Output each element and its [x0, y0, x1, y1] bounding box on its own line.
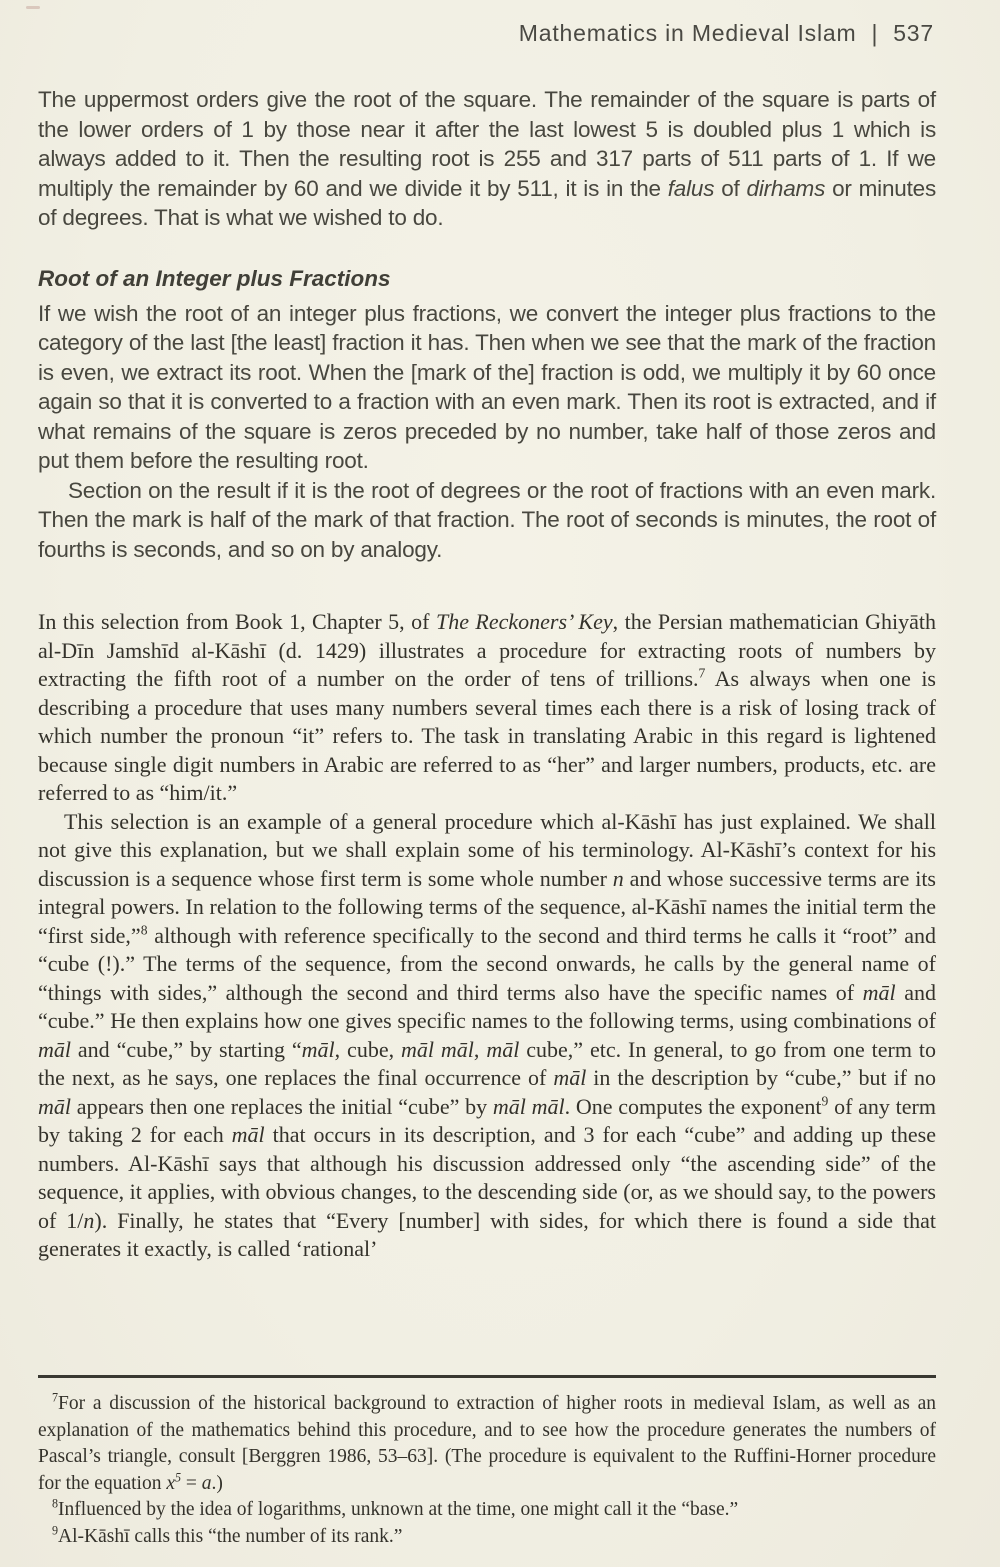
- footnote-9: $^9$Al-Kāshī calls this “the number of its rank.”: [52, 1523, 403, 1547]
- footnotes-section: [38, 1375, 936, 1550]
- scan-artifact: [26, 6, 40, 9]
- excerpt-paragraph-root-of-square: The uppermost orders give the root of the square. The remainder of the square is parts of the lower orders of 1 by those near it after the last lowest 5 is doubled plus 1 which is always added to it. Then the resulting root is 255 and 317 parts of 511 parts of 1. If we multiply the remainder by 60 and we divide it by 511, it is in the falus of dirhams or minutes of degrees. That is what we wished to do.: [38, 87, 936, 230]
- editor-commentary-section: [38, 608, 936, 1264]
- excerpt-paragraph-section-on-result: Section on the result if it is the root of degrees or the root of fractions with an even mark. Then the mark is half of the mark of that fraction. The root of seconds is minutes, the root of fourths is seconds, and so on by analogy.: [38, 477, 936, 562]
- footnote-8: $^8$Influenced by the idea of logarithms, unknown at the time, one might call it the “base.”: [52, 1496, 739, 1520]
- footnote-divider-rule: [38, 1375, 936, 1378]
- excerpt-paragraph-integer-plus-fractions: If we wish the root of an integer plus fractions, we convert the integer plus fractions to the category of the last [the least] fraction it has. Then when we see that the mark of the fraction is even, we extract its root. When the [mark of the] fraction is odd, we multiply it by 60 once again so that it is converted to a fraction with an even mark. Then its root is extracted, and if what remains of the square is zeros preceded by no number, take half of those zeros and put them before the resulting root.: [38, 300, 936, 473]
- commentary-paragraph-reckoners-key: In this selection from Book 1, Chapter 5, of The Reckoners’ Key, the Persian mathematician Ghiyāth al-Dīn Jamshīd al-Kāshī (d. 1429) illustrates a procedure for extracting roots of numbers by extracting the fifth root of a number on the order of tens of trillions.$^7$ As always when one is describing a procedure that uses many numbers several times each there is a risk of losing track of which number the pronoun “it” refers to. The task in translating Arabic in this regard is lightened because single digit numbers in Arabic are referred to as “her” and larger numbers, products, etc. are referred to as “him/it.”: [38, 609, 937, 805]
- running-head-title: Mathematics in Medieval Islam: [518, 20, 857, 46]
- commentary-paragraph-terminology: This selection is an example of a general procedure which al-Kāshī has just explained. We shall not give this explanation, but we shall explain some of his terminology. Al-Kāshī’s context for his discussion is a sequence whose first term is some whole number n and whose successive terms are its integral powers. In relation to the following terms of the sequence, al-Kāshī names the initial term the “first side,”$^8$ although with reference specifically to the second and third terms he calls it “root” and “cube (!).” The terms of the sequence, from the second onwards, he calls by the general name of “things with sides,” although the second and third terms also have the specific names of māl and “cube.” He then explains how one gives specific names to the following terms, using combinations of māl and “cube,” by starting “māl, cube, māl māl, māl cube,” etc. In general, to go from one term to the next, as he says, one replaces the final occurrence of māl in the description by “cube,” but if no māl appears then one replaces the initial “cube” by māl māl. One computes the exponent$^9$ of any term by taking 2 for each māl that occurs in its description, and 3 for each “cube” and adding up these numbers. Al-Kāshī says that although his discussion addressed only “the ascending side” of the sequence, it applies, with obvious changes, to the descending side (or, as we should say, to the powers of 1/n). Finally, he states that “Every [number] with sides, for which there is found a side that generates it exactly, is called ‘rational’: [38, 808, 937, 1261]
- section-heading-root-of-integer-plus-fractions: Root of an Integer plus Fractions: [38, 265, 391, 291]
- footnote-7: $^7$For a discussion of the historical background to extraction of higher roots in medieval Islam, as well as an explanation of the mathematics behind this procedure, and to see how the procedure generates the numbers of Pascal’s triangle, consult [Berggren 1986, 53–63]. (The procedure is equivalent to the Ruffini-Horner procedure for the equation $x^5 = a$.): [38, 1390, 936, 1494]
- translated-excerpt-section: [38, 85, 936, 564]
- page-number: 537: [893, 20, 934, 46]
- running-head-separator: |: [871, 19, 879, 47]
- running-head: [38, 20, 936, 47]
